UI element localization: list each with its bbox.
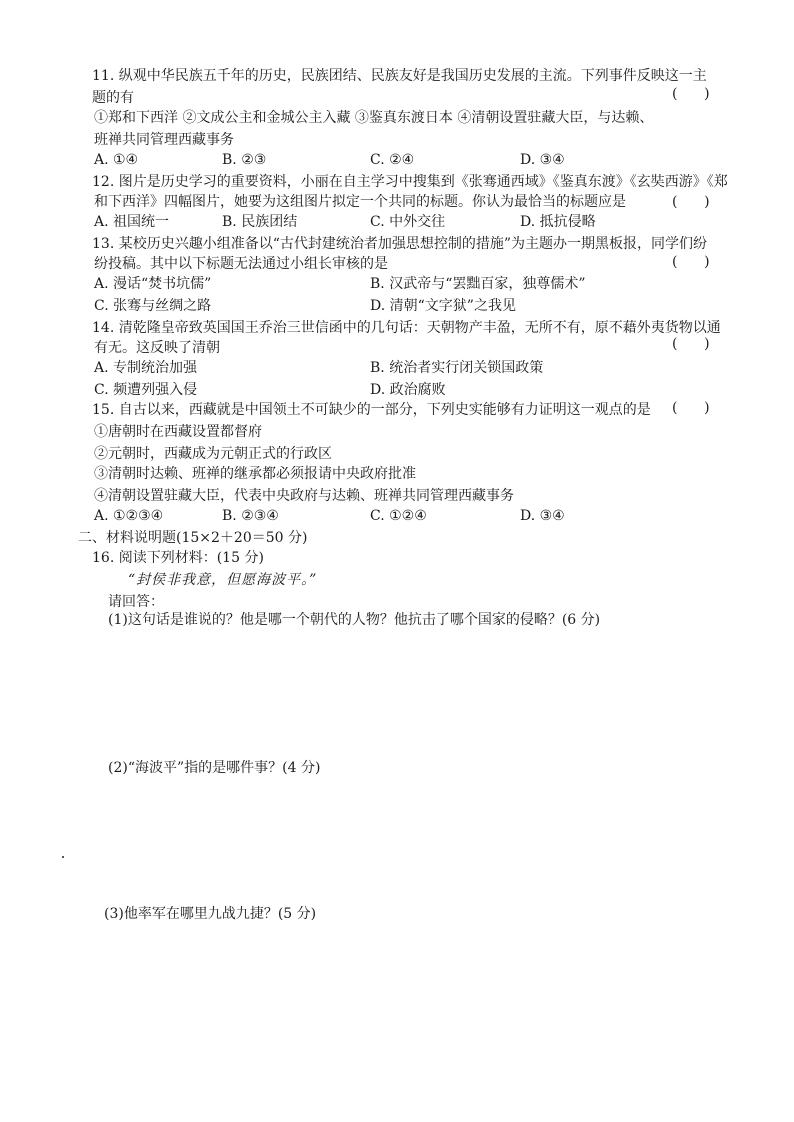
q14-option-a: A. 专制统治加强	[94, 360, 198, 376]
q13-stem-line2: 纷投稿。其中以下标题无法通过小组长审核的是	[94, 256, 388, 272]
q13-option-a: A. 漫话“焚书坑儒”	[94, 276, 212, 292]
q15-item-1: ①唐朝时在西藏设置都督府	[94, 424, 262, 440]
section-heading: 二、材料说明题(15×2＋20＝50 分)	[78, 530, 308, 546]
q14-answer-blank[interactable]: ( )	[672, 336, 710, 352]
q15-option-b: B. ②③④	[222, 508, 279, 524]
q13-answer-blank[interactable]: ( )	[672, 254, 710, 270]
q11-option-d: D. ③④	[520, 152, 565, 168]
q12-option-b: B. 民族团结	[222, 214, 298, 230]
q12-stem-line1: 12. 图片是历史学习的重要资料，小丽在自主学习中搜集到《张骞通西域》《鉴真东渡》《玄奘西游》《郑	[92, 174, 728, 190]
q12-option-a: A. 祖国统一	[94, 214, 170, 230]
q12-option-d: D. 抵抗侵略	[520, 214, 596, 230]
q15-option-a: A. ①②③④	[94, 508, 164, 524]
q11-option-b: B. ②③	[222, 152, 267, 168]
q12-option-c: C. 中外交往	[370, 214, 446, 230]
q11-item-line-cont: 班禅共同管理西藏事务	[94, 132, 234, 148]
q14-option-d: D. 政治腐败	[370, 382, 446, 398]
q16-sub-question-3: (3)他率军在哪里九战九捷？(5 分)	[104, 906, 317, 922]
q15-option-d: D. ③④	[520, 508, 565, 524]
q13-option-d: D. 清朝“文字狱”之我见	[370, 298, 516, 314]
q16-sub-question-2: (2)“海波平”指的是哪件事？(4 分)	[108, 760, 321, 776]
q16-quote: “封侯非我意，但愿海波平。”	[128, 572, 318, 588]
q11-stem-line1: 11. 纵观中华民族五千年的历史，民族团结、民族友好是我国历史发展的主流。下列事件反映这一主	[92, 68, 707, 84]
q14-option-c: C. 频遭列强入侵	[94, 382, 198, 398]
q13-option-c: C. 张骞与丝绸之路	[94, 298, 212, 314]
q16-prompt: 请回答：	[108, 594, 164, 610]
q15-item-2: ②元朝时，西藏成为元朝正式的行政区	[94, 446, 332, 462]
q11-option-c: C. ②④	[370, 152, 415, 168]
q16-sub-question-1: (1)这句话是谁说的？他是哪一个朝代的人物？他抗击了哪个国家的侵略？(6 分)	[108, 612, 601, 628]
q16-title: 16. 阅读下列材料：(15 分)	[92, 550, 264, 566]
q11-answer-blank[interactable]: ( )	[672, 86, 710, 102]
q14-stem-line1: 14. 清乾隆皇帝致英国国王乔治三世信函中的几句话：天朝物产丰盈，无所不有，原不藉外夷货物以通	[92, 320, 721, 336]
q12-answer-blank[interactable]: ( )	[672, 194, 710, 210]
q15-item-3: ③清朝时达赖、班禅的继承都必须报请中央政府批准	[94, 466, 416, 482]
q11-option-a: A. ①④	[94, 152, 139, 168]
q14-option-b: B. 统治者实行闭关锁国政策	[370, 360, 544, 376]
q15-item-4: ④清朝设置驻藏大臣，代表中央政府与达赖、班禅共同管理西藏事务	[94, 488, 514, 504]
q12-stem-line2: 和下西洋》四幅图片，她要为这组图片拟定一个共同的标题。你认为最恰当的标题应是	[94, 194, 626, 210]
q11-item-line: ①郑和下西洋 ②文成公主和金城公主入藏 ③鉴真东渡日本 ④清朝设置驻藏大臣，与达赖、	[94, 110, 654, 126]
q13-stem-line1: 13. 某校历史兴趣小组准备以“古代封建统治者加强思想控制的措施”为主题办一期黑板报，同学们纷	[92, 236, 708, 252]
q15-answer-blank[interactable]: ( )	[672, 400, 710, 416]
q15-option-c: C. ①②④	[370, 508, 427, 524]
q14-stem-line2: 有无。这反映了清朝	[94, 340, 220, 356]
q13-option-b: B. 汉武帝与“罢黜百家，独尊儒术”	[370, 276, 586, 292]
q11-stem-line2: 题的有	[92, 90, 134, 106]
q15-stem: 15. 自古以来，西藏就是中国领土不可缺少的一部分，下列史实能够有力证明这一观点的是	[92, 402, 651, 418]
scan-speck	[62, 856, 64, 858]
